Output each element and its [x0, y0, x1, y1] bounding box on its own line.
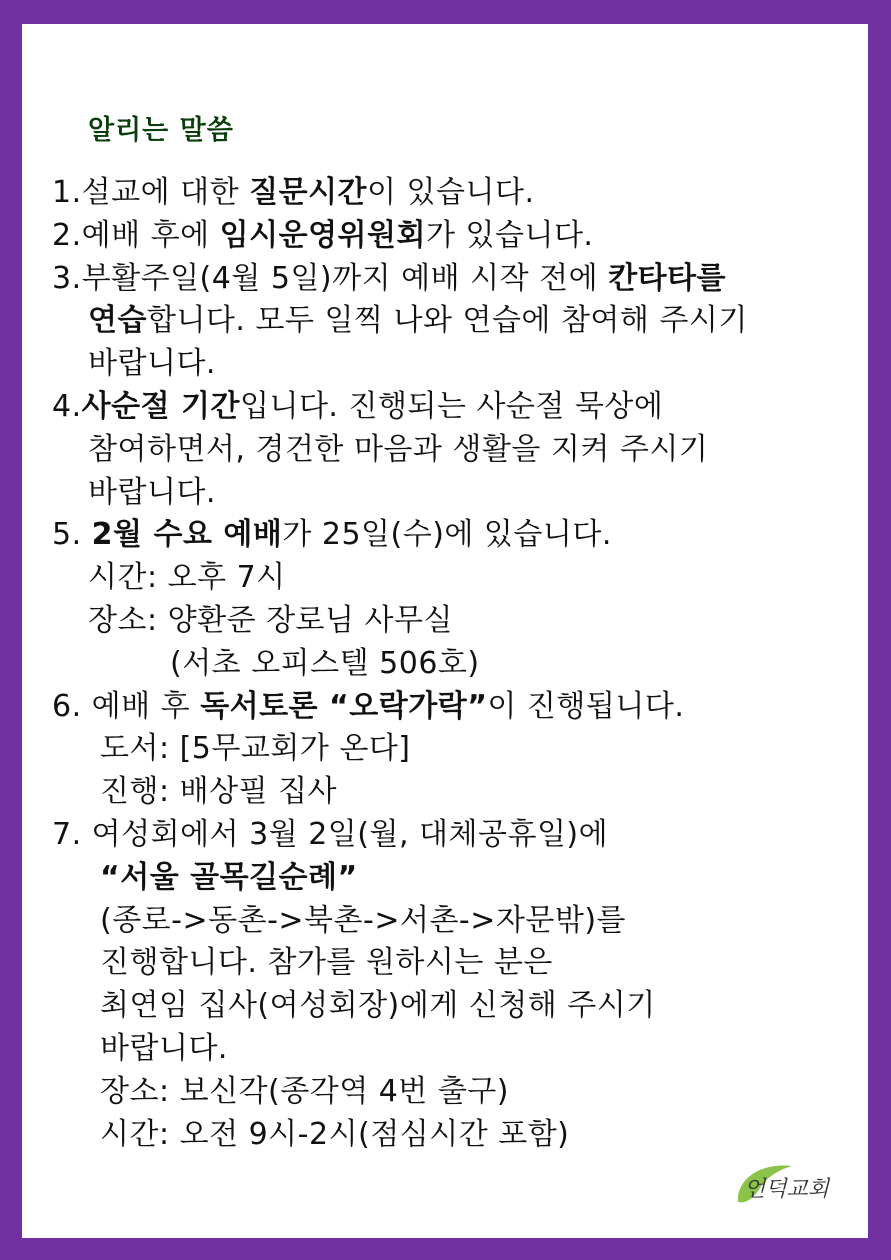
item-text: 여성회에서 3월 2일(월, 대체공휴일)에 — [91, 816, 609, 852]
notice-item-1 — [52, 172, 872, 215]
notice-item-2 — [52, 215, 872, 258]
church-logo — [730, 1152, 850, 1216]
page-title: 알리는 말씀 — [88, 115, 234, 146]
notice-item-3-cont: 바랍니다. — [88, 346, 216, 382]
notice-item-6 — [52, 686, 872, 729]
item-highlight: 사순절 기간 — [81, 388, 240, 424]
notice-7-time: 시간: 오전 9시-2시(점심시간 포함) — [100, 1116, 570, 1152]
notice-item-4-cont: 참여하면서, 경건한 마음과 생활을 지켜 주시기 — [88, 431, 709, 467]
notice-item-7 — [52, 814, 872, 857]
item-number: 7. — [52, 816, 92, 852]
notice-7-event-title: “서울 골목길순례” — [100, 859, 358, 895]
item-number: 1. — [52, 175, 82, 210]
notice-5-place: 장소: 양환준 장로님 사무실 — [88, 602, 453, 638]
item-text: 가 25일(수)에 있습니다. — [282, 517, 612, 553]
notice-item-4 — [52, 386, 872, 429]
notice-7-text: 최연임 집사(여성회장)에게 신청해 주시기 — [100, 988, 656, 1024]
notice-5-time: 시간: 오후 7시 — [88, 560, 286, 596]
item-number: 5. — [52, 517, 92, 553]
item-text: 합니다. 모두 일찍 나와 연습에 참여해 주시기 — [146, 303, 748, 339]
item-number: 4. — [52, 388, 82, 424]
item-highlight: 독서토론 “오락가락” — [200, 688, 488, 724]
item-highlight: 칸타타를 — [608, 260, 727, 296]
notice-item-3 — [52, 258, 872, 301]
notice-7-text: 바랍니다. — [100, 1030, 228, 1066]
item-text: 가 있습니다. — [426, 217, 594, 253]
notice-item-4-cont: 바랍니다. — [88, 474, 216, 510]
notice-list — [52, 172, 872, 1156]
item-text: 이 있습니다. — [367, 175, 535, 210]
item-text: 설교에 대한 — [81, 175, 250, 210]
notice-7-place: 장소: 보신각(종각역 4번 출구) — [100, 1073, 509, 1109]
item-text: 입니다. 진행되는 사순절 묵상에 — [239, 388, 664, 424]
item-highlight: 연습 — [88, 303, 147, 339]
notice-item-3-cont — [52, 300, 872, 343]
item-text: 예배 후에 — [81, 217, 220, 253]
notice-7-text: 진행합니다. 참가를 원하시는 분은 — [100, 945, 553, 981]
notice-item-5 — [52, 514, 872, 557]
item-text: 예배 후 — [91, 688, 201, 724]
item-number: 2. — [52, 217, 82, 253]
notice-7-route: (종로->동촌->북촌->서촌->자문밖)를 — [100, 902, 627, 938]
item-number: 3. — [52, 260, 82, 296]
notice-5-place-detail: (서초 오피스텔 506호) — [170, 645, 480, 681]
item-highlight: 2월 수요 예배 — [91, 517, 283, 553]
item-number: 6. — [52, 688, 92, 724]
notice-6-book: 도서: [5무교회가 온다] — [100, 731, 411, 767]
notice-6-host: 진행: 배상필 집사 — [100, 774, 338, 810]
item-highlight: 임시운영위원회 — [219, 217, 426, 253]
logo-text: 언덕교회 — [744, 1177, 830, 1202]
item-text: 이 진행됩니다. — [487, 688, 685, 724]
item-text: 부활주일(4월 5일)까지 예배 시작 전에 — [81, 260, 609, 296]
item-highlight: 질문시간 — [249, 175, 368, 210]
